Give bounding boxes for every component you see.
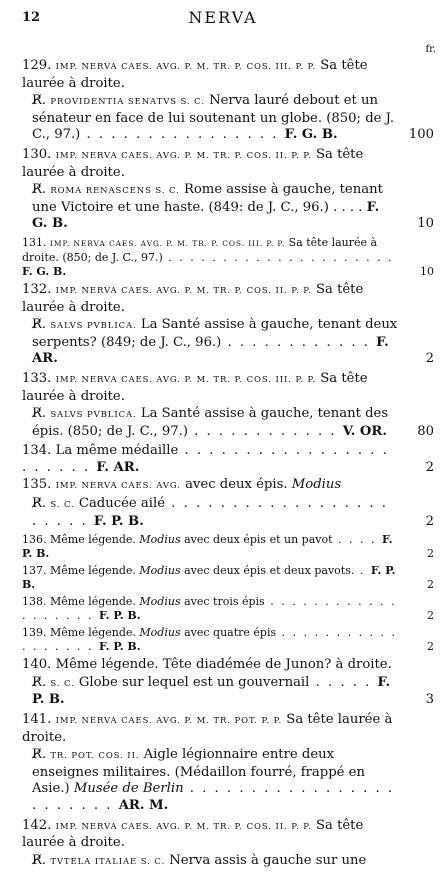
description-text: Même légende. bbox=[50, 595, 136, 609]
description-text: Sa tête laurée à droite. bbox=[22, 370, 368, 404]
legend-text: IMP. NERVA CAES. AVG. P. M. TR. P. COS. II. P. P. bbox=[55, 150, 312, 161]
reference-code: F. P. B. bbox=[93, 513, 144, 529]
legend-text: SALVS PVBLICA. bbox=[50, 410, 137, 421]
italic-text: Modius bbox=[135, 626, 181, 640]
legend-text: PROVIDENTIA SENATVS S. C. bbox=[50, 97, 205, 108]
dot-leader: . . . . . bbox=[309, 674, 378, 690]
coin-entry bbox=[22, 712, 434, 746]
reference-code: V. OR. bbox=[342, 423, 387, 439]
entry-number: 130. bbox=[22, 146, 52, 162]
dot-leader: . . . . . . . . . . . . . . . . bbox=[80, 127, 285, 143]
price-value: 2 bbox=[425, 513, 434, 529]
reference-code: AR. M. bbox=[118, 798, 169, 813]
coin-entry bbox=[22, 533, 434, 561]
coin-entry bbox=[22, 443, 434, 476]
coin-entry bbox=[22, 58, 434, 92]
description-text: Nerva lauré debout et un sénateur en face de lui soutenant un globe. (850; de J. C., 97.) bbox=[32, 93, 395, 143]
reference-code: F. G. B. bbox=[22, 264, 67, 278]
description-text-continued: avec trois épis bbox=[180, 595, 265, 609]
price-value: 10 bbox=[420, 264, 434, 278]
coin-entry bbox=[22, 147, 434, 181]
price-value: 2 bbox=[425, 351, 434, 367]
legend-text: S. C. bbox=[50, 500, 75, 511]
entry-number: 133. bbox=[22, 370, 52, 386]
price-value: 2 bbox=[427, 609, 434, 623]
legend-text: SALVS PVBLICA. bbox=[50, 321, 137, 332]
dot-leader: . bbox=[354, 564, 371, 578]
description-text: Même légende. bbox=[50, 626, 136, 640]
price-value: 2 bbox=[427, 578, 434, 592]
reverse-mark: R̸. bbox=[32, 93, 47, 109]
description-text-continued: avec quatre épis bbox=[180, 626, 277, 640]
reference-code: F. AR. bbox=[96, 459, 140, 475]
entry-number: 129. bbox=[22, 58, 52, 73]
dot-leader: . . . . bbox=[332, 533, 383, 547]
legend-text: IMP. NERVA CAES. AVG. P. M. TR. P. COS. III. P. P. bbox=[55, 374, 317, 385]
dot-leader: . . . . . . . . . . . . bbox=[221, 334, 377, 350]
description-text: Même légende. bbox=[50, 533, 136, 547]
coin-entry bbox=[22, 626, 434, 654]
entry-number: 136. bbox=[22, 533, 47, 547]
reference-code: F. P. B. bbox=[32, 674, 391, 708]
description-text: Sa tête laurée à droite. bbox=[22, 817, 364, 851]
price-value: 2 bbox=[425, 459, 434, 475]
reference-code: F. P. B. bbox=[98, 609, 141, 623]
entry-number: 134. bbox=[22, 443, 52, 459]
legend-text: TR. POT. COS. II. bbox=[50, 751, 140, 762]
description-text: Sa tête laurée à droite. bbox=[22, 58, 368, 91]
description-text: avec deux épis. bbox=[180, 477, 288, 493]
entry-number: 138. bbox=[22, 595, 47, 609]
coin-entry bbox=[22, 595, 434, 623]
entry-number: 131. bbox=[22, 235, 47, 249]
coin-entry bbox=[22, 477, 434, 495]
description-text: Sa tête laurée à droite. (850; de J. C., 97.) bbox=[22, 235, 378, 264]
description-text: Même légende. Tête diadémée de Junon? à droite. bbox=[55, 657, 392, 673]
coin-entry bbox=[22, 657, 434, 674]
coin-entry bbox=[22, 564, 434, 592]
dot-leader: . . . . . . . . . . . . bbox=[187, 423, 343, 439]
reverse-entry bbox=[32, 182, 434, 233]
description-text: Rome assise à gauche, tenant une Victoire et une haste. (849: de J. C., 96.) . . . . bbox=[32, 182, 383, 215]
price-value: 3 bbox=[425, 692, 434, 708]
legend-text: IMP. NERVA CAES. AVG. P. M. TR. P. COS. II. P. P. bbox=[55, 285, 312, 296]
page-number: 12 bbox=[22, 10, 41, 25]
italic-text: Modius bbox=[135, 533, 181, 547]
coin-entry bbox=[22, 282, 434, 316]
reverse-mark: R̸. bbox=[32, 496, 47, 512]
description-text: Sa tête laurée à droite. bbox=[22, 146, 364, 180]
running-title: NERVA bbox=[188, 8, 258, 27]
price-value: 2 bbox=[427, 640, 434, 654]
coin-entry bbox=[22, 371, 434, 405]
description-text: La Santé assise à gauche, tenant des épis. (850; de J. C., 97.) bbox=[32, 406, 389, 439]
legend-text: IMP. NERVA CAES. AVG. P. M. TR. P. COS. III. P. P. bbox=[55, 62, 317, 72]
entry-number: 132. bbox=[22, 281, 52, 297]
coin-entry bbox=[22, 818, 434, 852]
dot-leader: . . . . . . . . . . . . . . . . . . bbox=[22, 626, 398, 654]
italic-text: Modius bbox=[135, 564, 181, 578]
entry-number: 140. bbox=[22, 657, 52, 673]
dot-leader: . . . . . . . . . . . . . . . . . . . . . bbox=[162, 250, 394, 264]
description-text: Sa tête laurée à droite. bbox=[22, 712, 393, 745]
dot-leader: . . . . . . . . . . . . . . . . . . . . . . . . bbox=[32, 781, 395, 813]
reverse-mark: R̸. bbox=[32, 674, 47, 690]
entry-number: 142. bbox=[22, 817, 52, 833]
unit-label: fr. bbox=[425, 44, 436, 55]
entry-number: 139. bbox=[22, 626, 47, 640]
reverse-mark: R̸. bbox=[32, 852, 47, 868]
dot-leader: . . . . . . . . . . . . . . . . . . . . . . . bbox=[22, 443, 389, 475]
legend-text: IMP. NERVA CAES. AVG. P. M. TR. P. COS. III. P. P. bbox=[50, 238, 286, 248]
description-text: La Santé assise à gauche, tenant deux serpents? (849; de J. C., 96.) bbox=[32, 317, 398, 350]
reverse-entry bbox=[32, 853, 434, 871]
italic-text: Modius bbox=[135, 595, 181, 609]
description-text: Même légende. bbox=[50, 564, 136, 578]
entry-number: 141. bbox=[22, 712, 52, 728]
page-header bbox=[22, 8, 424, 30]
reverse-mark: R̸. bbox=[32, 747, 47, 763]
description-text-continued: avec deux épis et un pavot bbox=[180, 533, 333, 547]
description-text: Sa tête laurée à droite. bbox=[22, 281, 364, 315]
reverse-mark: R̸. bbox=[32, 182, 47, 198]
reference-code: F. G. B. bbox=[284, 127, 338, 143]
dot-leader: . . . . . . . . . . . . . . . . . . . . . . . bbox=[32, 496, 388, 529]
reverse-entry bbox=[32, 496, 434, 530]
reverse-entry bbox=[32, 747, 434, 814]
entry-number: 135. bbox=[22, 477, 52, 493]
dot-leader: . . . . . . . . . . . . . . . . . . . bbox=[22, 595, 397, 623]
price-value: 80 bbox=[417, 423, 434, 439]
reverse-mark: R̸. bbox=[32, 406, 47, 422]
legend-text: ROMA RENASCENS S. C. bbox=[50, 186, 180, 197]
description-text: Caducée ailé bbox=[74, 496, 166, 512]
description-text: Globe sur lequel est un gouvernail bbox=[74, 674, 310, 690]
reference-code: F. G. B. bbox=[32, 199, 380, 232]
reverse-entry bbox=[32, 93, 434, 144]
coin-entry bbox=[22, 236, 434, 279]
reverse-entry bbox=[32, 317, 434, 368]
price-value: 10 bbox=[417, 216, 434, 232]
legend-text: S. C. bbox=[50, 678, 75, 689]
italic-text: Modius bbox=[287, 477, 342, 493]
price-value: 2 bbox=[427, 547, 434, 561]
description-text: Nerva assis à gauche sur une bbox=[165, 852, 367, 868]
reference-code: F. P. B. bbox=[22, 564, 396, 592]
reference-code: F. AR. bbox=[32, 334, 389, 367]
description-text-continued: avec deux épis et deux pavots. bbox=[180, 564, 355, 578]
description-text: Aigle légionnaire entre deux enseignes militaires. (Médaillon fourré, frappé en Asie.) bbox=[32, 747, 365, 797]
entry-number: 137. bbox=[22, 564, 47, 578]
description-text: La même médaille bbox=[55, 443, 179, 459]
reference-code: F. P. B. bbox=[22, 533, 393, 561]
legend-text: IMP. NERVA CAES. AVG. P. M. TR. P. COS. II. P. P. bbox=[55, 821, 312, 832]
catalogue-entries bbox=[22, 58, 434, 873]
legend-text: IMP. NERVA CAES. AVG. P. M. TR. POT. P. P. bbox=[55, 716, 283, 727]
reverse-mark: R̸. bbox=[32, 317, 47, 333]
reverse-entry bbox=[32, 675, 434, 709]
reference-code: F. P. B. bbox=[98, 640, 141, 654]
legend-text: IMP. NERVA CAES. AVG. bbox=[55, 481, 181, 492]
reverse-entry bbox=[32, 406, 434, 440]
legend-text: TVTELA ITALIAE S. C. bbox=[50, 856, 166, 867]
italic-text: Musée de Berlin bbox=[69, 781, 184, 797]
price-value: 100 bbox=[408, 127, 434, 143]
